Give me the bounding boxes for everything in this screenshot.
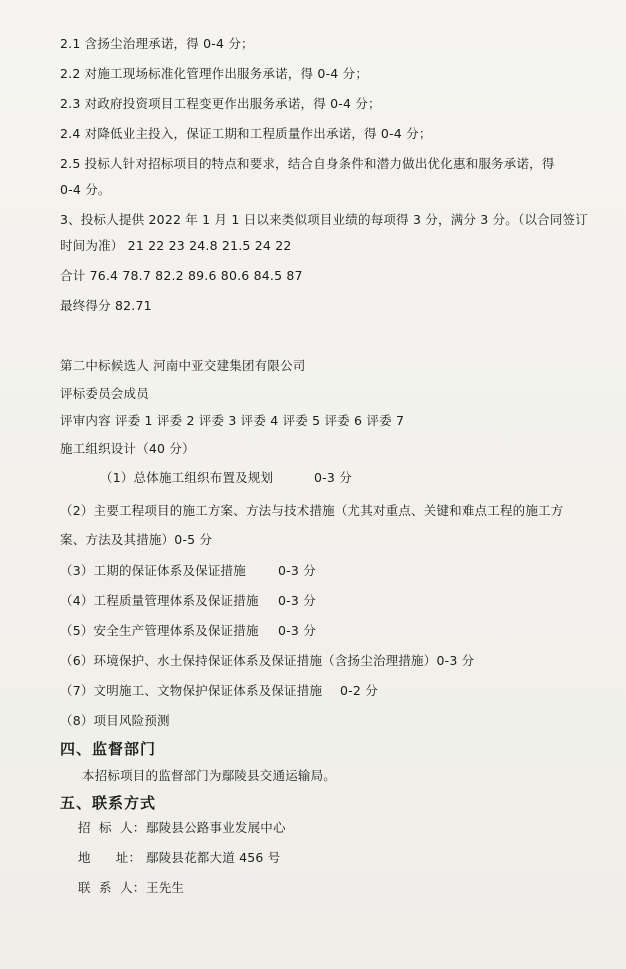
section4-text: 本招标项目的监督部门为鄢陵县交通运输局。 bbox=[82, 768, 337, 783]
final-score: 最终得分 82.71 bbox=[60, 298, 152, 313]
review-item-7-score: 0-2 分 bbox=[340, 683, 378, 698]
section5-heading: 五、联系方式 bbox=[60, 794, 157, 812]
review-item-4-score: 0-3 分 bbox=[278, 593, 316, 608]
committee-label: 评标委员会成员 bbox=[60, 386, 149, 401]
review-item-5-score: 0-3 分 bbox=[278, 623, 316, 638]
design-title: 施工组织设计（40 分） bbox=[60, 441, 195, 456]
review-item-5: （5）安全生产管理体系及保证措施 bbox=[60, 623, 259, 638]
review-item-8: （8）项目风险预测 bbox=[60, 713, 170, 728]
review-item-3: （3）工期的保证体系及保证措施 bbox=[60, 563, 246, 578]
item-2-3: 2.3 对政府投资项目工程变更作出服务承诺，得 0-4 分； bbox=[60, 96, 381, 111]
contact-label: 联 系 人： bbox=[78, 880, 146, 895]
second-candidate-title: 第二中标候选人 河南中亚交建集团有限公司 bbox=[60, 358, 306, 373]
section3-line2: 时间为准） 21 22 23 24.8 21.5 24 22 bbox=[60, 238, 292, 253]
review-item-6: （6）环境保护、水土保持保证体系及保证措施（含扬尘治理措施）0-3 分 bbox=[60, 653, 475, 668]
item-2-4: 2.4 对降低业主投入，保证工期和工程质量作出承诺，得 0-4 分； bbox=[60, 126, 432, 141]
item-2-2: 2.2 对施工现场标准化管理作出服务承诺，得 0-4 分； bbox=[60, 66, 369, 81]
section3-line1: 3、投标人提供 2022 年 1 月 1 日以来类似项目业绩的每项得 3 分，满分 3 分。（以合同签订 bbox=[60, 212, 588, 227]
item-2-5-line2: 0-4 分。 bbox=[60, 182, 111, 197]
review-item-1: （1）总体施工组织布置及规划 bbox=[100, 470, 274, 485]
tenderer-label: 招 标 人： bbox=[78, 820, 146, 835]
address-value: 鄢陵县花都大道 456 号 bbox=[146, 850, 281, 865]
review-header: 评审内容 评委 1 评委 2 评委 3 评委 4 评委 5 评委 6 评委 7 bbox=[60, 413, 405, 428]
review-item-1-score: 0-3 分 bbox=[314, 470, 352, 485]
tenderer-value: 鄢陵县公路事业发展中心 bbox=[146, 820, 286, 835]
review-item-7: （7）文明施工、文物保护保证体系及保证措施 bbox=[60, 683, 323, 698]
review-item-2-line2: 案、方法及其措施）0-5 分 bbox=[60, 532, 213, 547]
section4-heading: 四、监督部门 bbox=[60, 740, 157, 758]
review-item-3-score: 0-3 分 bbox=[278, 563, 316, 578]
address-label: 地 址： bbox=[78, 850, 142, 865]
review-item-2-line1: （2）主要工程项目的施工方案、方法与技术措施（尤其对重点、关键和难点工程的施工方 bbox=[60, 503, 564, 518]
total-scores: 合计 76.4 78.7 82.2 89.6 80.6 84.5 87 bbox=[60, 268, 303, 283]
item-2-1: 2.1 含扬尘治理承诺，得 0-4 分； bbox=[60, 36, 254, 51]
review-item-4: （4）工程质量管理体系及保证措施 bbox=[60, 593, 259, 608]
contact-value: 王先生 bbox=[146, 880, 185, 895]
item-2-5-line1: 2.5 投标人针对招标项目的特点和要求，结合自身条件和潜力做出优化惠和服务承诺，得 bbox=[60, 156, 555, 171]
